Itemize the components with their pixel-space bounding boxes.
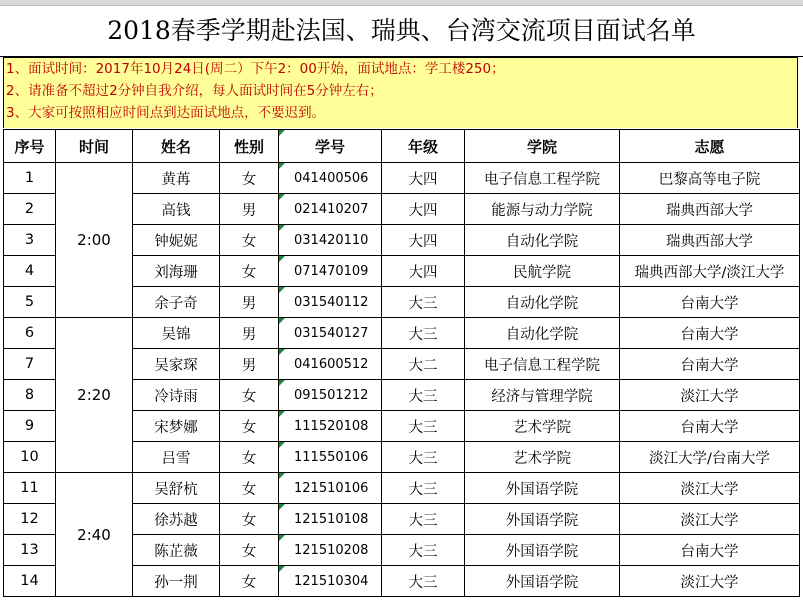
cell-grade[interactable] [382, 225, 465, 256]
cell-choice-text: 瑞典西部大学/淡江大学 [634, 264, 785, 281]
cell-choice-text: 淡江大学 [680, 574, 739, 591]
cell-school-text: 电子信息工程学院 [484, 357, 600, 374]
cell-choice-text: 淡江大学 [680, 388, 739, 405]
cell-gender[interactable] [220, 318, 279, 349]
cell-name-text: 陈芷薇 [154, 543, 198, 560]
cell-gender-text: 男 [241, 202, 257, 219]
cell-id[interactable] [279, 411, 382, 442]
header-cell-school[interactable]: 学院 [465, 130, 620, 163]
cell-gender-text: 女 [241, 171, 257, 188]
cell-id[interactable] [279, 473, 382, 504]
cell-school-text: 经济与管理学院 [491, 388, 593, 405]
cell-gender-text: 女 [241, 574, 257, 591]
cell-grade-text: 大二 [408, 357, 438, 374]
cell-name[interactable] [133, 535, 220, 566]
cell-grade[interactable] [382, 318, 465, 349]
cell-name-text: 吴锦 [161, 326, 191, 343]
cell-gender-text: 男 [241, 357, 257, 374]
table-row [4, 163, 800, 194]
cell-gender-text: 女 [241, 233, 257, 250]
header-cell-time[interactable]: 时间 [56, 130, 133, 163]
cell-no-text: 11 [20, 480, 39, 496]
cell-gender-text: 女 [241, 512, 257, 529]
cell-school[interactable] [465, 225, 620, 256]
cell-id-text: 121510108 [294, 511, 369, 527]
cell-school-text: 外国语学院 [505, 574, 579, 591]
cell-grade-text: 大三 [408, 543, 438, 560]
cell-school[interactable] [465, 349, 620, 380]
cell-school[interactable] [465, 504, 620, 535]
error-indicator-icon [279, 225, 285, 231]
cell-name-text: 吴舒杭 [154, 481, 198, 498]
cell-id-text: 111550106 [294, 449, 369, 465]
cell-school[interactable] [465, 566, 620, 597]
cell-no[interactable] [4, 349, 56, 380]
cell-name-text: 余子奇 [154, 295, 198, 312]
cell-gender-text: 女 [241, 264, 257, 281]
cell-no[interactable] [4, 473, 56, 504]
cell-name[interactable] [133, 411, 220, 442]
cell-gender[interactable] [220, 473, 279, 504]
cell-grade-text: 大四 [408, 264, 438, 281]
cell-gender[interactable] [220, 535, 279, 566]
note-line: 1、面试时间：2017年10月24日(周二）下午2：00开始，面试地点：学工楼250； [6, 61, 505, 77]
error-indicator-icon [279, 318, 285, 324]
cell-choice[interactable] [620, 566, 800, 597]
cell-choice[interactable] [620, 225, 800, 256]
cell-choice-text: 台南大学 [680, 419, 739, 436]
table-row [4, 318, 800, 349]
cell-time[interactable]: 2:40 [56, 473, 133, 597]
cell-name[interactable] [133, 380, 220, 411]
cell-id[interactable] [279, 256, 382, 287]
cell-name[interactable] [133, 349, 220, 380]
error-indicator-icon [279, 442, 285, 448]
cell-gender[interactable] [220, 411, 279, 442]
cell-choice-text: 台南大学 [680, 543, 739, 560]
cell-school[interactable] [465, 442, 620, 473]
cell-name[interactable] [133, 163, 220, 194]
cell-grade[interactable] [382, 411, 465, 442]
cell-id-text: 121510208 [294, 542, 369, 558]
cell-school[interactable] [465, 380, 620, 411]
cell-name[interactable] [133, 256, 220, 287]
cell-gender-text: 女 [241, 481, 257, 498]
cell-no-text: 12 [20, 511, 39, 527]
cell-id[interactable] [279, 504, 382, 535]
cell-name-text: 宋梦娜 [154, 419, 198, 436]
cell-grade[interactable] [382, 535, 465, 566]
cell-id[interactable] [279, 318, 382, 349]
cell-no[interactable] [4, 194, 56, 225]
cell-id[interactable] [279, 287, 382, 318]
cell-id[interactable] [279, 566, 382, 597]
header-cell-grade[interactable]: 年级 [382, 130, 465, 163]
cell-grade-text: 大四 [408, 233, 438, 250]
cell-id-text: 121510106 [294, 480, 369, 496]
cell-no[interactable] [4, 163, 56, 194]
cell-no-text: 13 [20, 542, 39, 558]
cell-id-text: 071470109 [294, 263, 369, 279]
cell-no[interactable] [4, 411, 56, 442]
cell-grade-text: 大三 [408, 450, 438, 467]
cell-gender[interactable] [220, 349, 279, 380]
cell-id[interactable] [279, 442, 382, 473]
cell-no[interactable] [4, 380, 56, 411]
cell-choice[interactable] [620, 287, 800, 318]
cell-choice[interactable] [620, 256, 800, 287]
header-cell-id[interactable]: 学号 [279, 130, 382, 163]
cell-no-text: 4 [24, 263, 35, 279]
error-indicator-icon [279, 411, 285, 417]
cell-name[interactable] [133, 442, 220, 473]
note-line: 3、大家可按照相应时间点到达面试地点，不要迟到。 [6, 105, 326, 121]
cell-choice-text: 淡江大学 [680, 481, 739, 498]
cell-no[interactable] [4, 287, 56, 318]
cell-no[interactable] [4, 225, 56, 256]
cell-time[interactable]: 2:00 [56, 163, 133, 318]
cell-gender-text: 女 [241, 388, 257, 405]
cell-id-text: 091501212 [294, 387, 369, 403]
note-line: 2、请准备不超过2分钟自我介绍，每人面试时间在5分钟左右； [6, 83, 383, 99]
header-cell-gender[interactable]: 性别 [220, 130, 279, 163]
cell-grade-text: 大四 [408, 202, 438, 219]
cell-school-text: 能源与动力学院 [491, 202, 593, 219]
cell-name-text: 吕雪 [161, 450, 191, 467]
cell-school-text: 外国语学院 [505, 543, 579, 560]
cell-choice[interactable] [620, 349, 800, 380]
error-indicator-icon [279, 349, 285, 355]
cell-name-text: 高钱 [161, 202, 191, 219]
error-indicator-icon [279, 473, 285, 479]
error-indicator-icon [279, 163, 285, 169]
cell-choice[interactable] [620, 411, 800, 442]
cell-id[interactable] [279, 349, 382, 380]
cell-grade[interactable] [382, 504, 465, 535]
cell-gender[interactable] [220, 256, 279, 287]
cell-school[interactable] [465, 194, 620, 225]
cell-grade[interactable] [382, 442, 465, 473]
cell-choice[interactable] [620, 163, 800, 194]
cell-grade[interactable] [382, 256, 465, 287]
cell-school[interactable] [465, 473, 620, 504]
cell-no-text: 10 [20, 449, 39, 465]
cell-school-text: 艺术学院 [513, 419, 571, 436]
cell-name[interactable] [133, 194, 220, 225]
cell-choice-text: 巴黎高等电子院 [658, 171, 761, 188]
cell-gender[interactable] [220, 566, 279, 597]
header-cell-choice[interactable]: 志愿 [620, 130, 800, 163]
cell-name-text: 吴家琛 [154, 357, 198, 374]
cell-no-text: 8 [24, 387, 35, 403]
cell-school-text: 外国语学院 [505, 481, 579, 498]
cell-time[interactable]: 2:20 [56, 318, 133, 473]
error-indicator-icon [279, 535, 285, 541]
cell-grade[interactable] [382, 349, 465, 380]
cell-school-text: 艺术学院 [513, 450, 571, 467]
cell-gender-text: 女 [241, 419, 257, 436]
cell-gender-text: 男 [241, 326, 257, 343]
cell-grade-text: 大三 [408, 388, 438, 405]
cell-name-text: 刘海珊 [154, 264, 198, 281]
cell-school[interactable] [465, 411, 620, 442]
cell-choice-text: 瑞典西部大学 [666, 202, 753, 219]
cell-no[interactable] [4, 256, 56, 287]
cell-gender[interactable] [220, 163, 279, 194]
cell-school[interactable] [465, 318, 620, 349]
cell-grade[interactable] [382, 566, 465, 597]
cell-grade-text: 大三 [408, 326, 438, 343]
cell-choice-text: 台南大学 [680, 295, 739, 312]
cell-grade-text: 大三 [408, 481, 438, 498]
header-row [4, 130, 800, 163]
cell-gender[interactable] [220, 504, 279, 535]
cell-choice[interactable] [620, 442, 800, 473]
cell-id-text: 021410207 [294, 201, 369, 217]
cell-choice-text: 台南大学 [680, 326, 739, 343]
cell-id[interactable] [279, 380, 382, 411]
cell-school[interactable] [465, 163, 620, 194]
cell-no-text: 5 [24, 294, 35, 310]
header-cell-name[interactable]: 姓名 [133, 130, 220, 163]
cell-grade[interactable] [382, 473, 465, 504]
notes-box[interactable] [3, 57, 798, 128]
cell-grade-text: 大三 [408, 295, 438, 312]
cell-choice[interactable] [620, 535, 800, 566]
cell-school[interactable] [465, 256, 620, 287]
cell-id[interactable] [279, 163, 382, 194]
cell-name-text: 钟妮妮 [154, 233, 198, 250]
cell-school[interactable] [465, 535, 620, 566]
cell-no[interactable] [4, 442, 56, 473]
cell-choice[interactable] [620, 318, 800, 349]
cell-id-text: 041400506 [294, 170, 369, 186]
error-indicator-icon [279, 380, 285, 386]
cell-gender[interactable] [220, 225, 279, 256]
error-indicator-icon [279, 566, 285, 572]
cell-id-text: 031420110 [294, 232, 369, 248]
cell-choice[interactable] [620, 194, 800, 225]
cell-school-text: 民航学院 [513, 264, 571, 281]
cell-no[interactable] [4, 566, 56, 597]
cell-grade-text: 大三 [408, 512, 438, 529]
cell-name[interactable] [133, 473, 220, 504]
cell-no-text: 2 [24, 201, 35, 217]
cell-name[interactable] [133, 504, 220, 535]
cell-grade-text: 大四 [408, 171, 438, 188]
cell-name[interactable] [133, 287, 220, 318]
cell-school-text: 自动化学院 [505, 326, 579, 343]
cell-school-text: 电子信息工程学院 [484, 171, 600, 188]
cell-gender-text: 女 [241, 450, 257, 467]
cell-no-text: 7 [24, 356, 35, 372]
cell-id-text: 111520108 [294, 418, 369, 434]
bottom-edge [0, 611, 803, 615]
cell-name-text: 黄苒 [161, 171, 191, 188]
error-indicator-icon [279, 504, 285, 510]
cell-no-text: 14 [20, 573, 39, 589]
error-indicator-icon [279, 194, 285, 200]
cell-grade[interactable] [382, 380, 465, 411]
cell-id-text: 031540112 [294, 294, 369, 310]
cell-no[interactable] [4, 504, 56, 535]
cell-id[interactable] [279, 194, 382, 225]
cell-name-text: 孙一荆 [154, 574, 198, 591]
cell-choice-text: 淡江大学/台南大学 [649, 450, 770, 467]
table-row [4, 473, 800, 504]
cell-id-text: 041600512 [294, 356, 369, 372]
cell-grade-text: 大三 [408, 419, 438, 436]
interview-table [3, 129, 800, 597]
cell-no[interactable] [4, 318, 56, 349]
cell-grade[interactable] [382, 163, 465, 194]
cell-id[interactable] [279, 535, 382, 566]
cell-name-text: 冷诗雨 [154, 388, 198, 405]
cell-choice[interactable] [620, 473, 800, 504]
cell-id-text: 121510304 [294, 573, 369, 589]
cell-school-text: 自动化学院 [505, 233, 579, 250]
cell-choice-text: 瑞典西部大学 [666, 233, 753, 250]
cell-name[interactable] [133, 318, 220, 349]
cell-name-text: 徐苏越 [154, 512, 198, 529]
cell-gender[interactable] [220, 194, 279, 225]
cell-gender[interactable] [220, 380, 279, 411]
cell-school-text: 外国语学院 [505, 512, 579, 529]
page-title[interactable]: 2018春季学期赴法国、瑞典、台湾交流项目面试名单 [0, 6, 803, 57]
cell-choice[interactable] [620, 380, 800, 411]
cell-gender-text: 男 [241, 295, 257, 312]
cell-grade[interactable] [382, 194, 465, 225]
cell-gender-text: 女 [241, 543, 257, 560]
cell-id[interactable] [279, 225, 382, 256]
cell-no-text: 9 [24, 418, 35, 434]
error-indicator-icon [279, 287, 285, 293]
cell-choice-text: 台南大学 [680, 357, 739, 374]
error-indicator-icon [279, 256, 285, 262]
cell-name[interactable] [133, 225, 220, 256]
error-indicator-icon [279, 130, 285, 136]
cell-id-text: 031540127 [294, 325, 369, 341]
cell-choice[interactable] [620, 504, 800, 535]
cell-choice-text: 淡江大学 [680, 512, 739, 529]
cell-grade-text: 大三 [408, 574, 438, 591]
cell-name[interactable] [133, 566, 220, 597]
cell-no[interactable] [4, 535, 56, 566]
cell-gender[interactable] [220, 287, 279, 318]
cell-school[interactable] [465, 287, 620, 318]
cell-grade[interactable] [382, 287, 465, 318]
cell-no-text: 6 [24, 325, 35, 341]
header-cell-no[interactable]: 序号 [4, 130, 56, 163]
cell-gender[interactable] [220, 442, 279, 473]
cell-no-text: 1 [24, 170, 35, 186]
cell-no-text: 3 [24, 232, 35, 248]
cell-school-text: 自动化学院 [505, 295, 579, 312]
